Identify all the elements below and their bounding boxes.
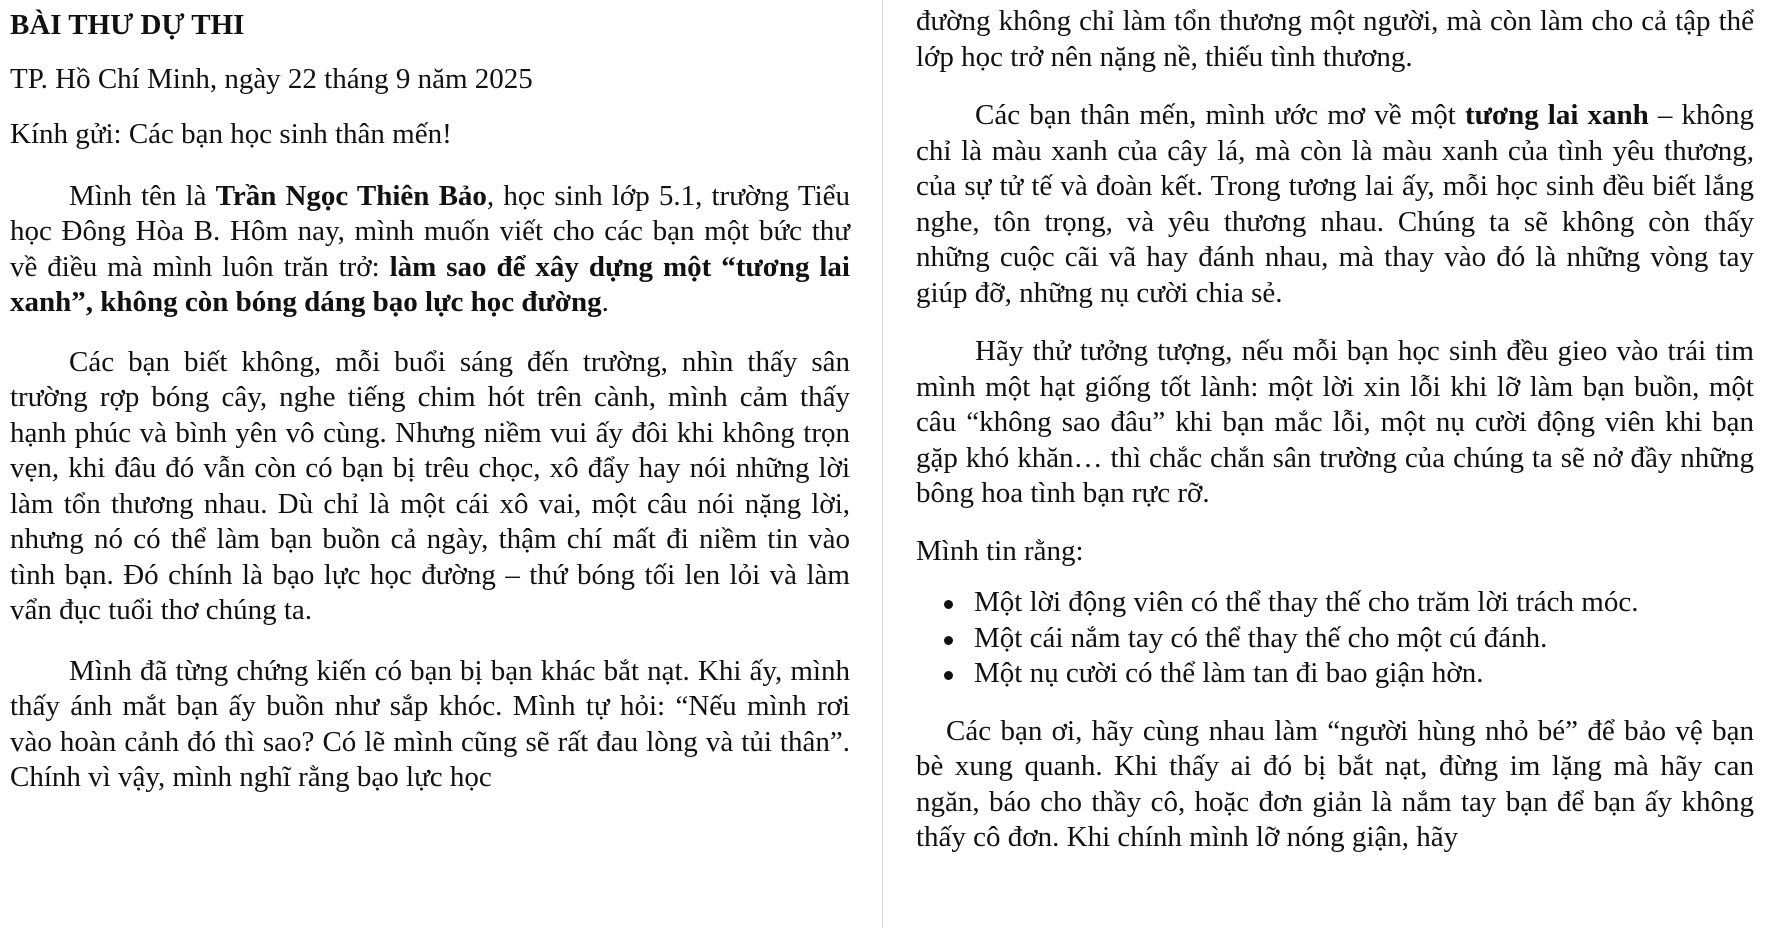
intro-text-3: . [601,286,609,318]
column-divider [882,0,883,928]
dream-text-2: – không chỉ là màu xanh của cây lá, mà còn là màu xanh của tình yêu thương, của sự tử tế và đoàn kết. Trong tương lai ấy, mỗi học sinh đều biết lắng nghe, tôn trọng, và yêu thương nhau. Chúng ta sẽ không còn thấy những cuộc cãi vã hay đánh nhau, mà thay vào đó là những vòng tay giúp đỡ, những nụ cười chia sẻ. [916,99,1755,309]
hero-paragraph: Các bạn ơi, hãy cùng nhau làm “người hùng nhỏ bé” để bảo vệ bạn bè xung quanh. Khi thấy ai đó bị bắt nạt, đừng im lặng mà hãy can ngăn, báo cho thầy cô, hoặc đơn giản là nắm tay bạn để bạn ấy không thấy cô đơn. Khi chính mình lỡ nóng giận, hãy [916,714,1754,853]
intro-paragraph [10,179,850,321]
author-name: Trần Ngọc Thiên Bảo [215,179,487,212]
bullet-icon [944,671,953,680]
belief-item [974,656,1754,692]
belief-item [974,621,1754,657]
right-column [916,0,1754,856]
belief-intro: Mình tin rằng: [916,534,1084,567]
witness-paragraph: Mình đã từng chứng kiến có bạn bị bạn khác bắt nạt. Khi ấy, mình thấy ánh mắt bạn ấy buồn như sắp khóc. Mình tự hỏi: “Nếu mình rơi vào hoàn cảnh đó thì sao? Có lẽ mình cũng sẽ rất đau lòng và tủi thân”. Chính vì vậy, mình nghĩ rằng bạo lực học [10,654,850,793]
imagine-paragraph: Hãy thử tưởng tượng, nếu mỗi bạn học sinh đều gieo vào trái tim mình một hạt giống tốt lành: một lời xin lỗi khi lỡ làm bạn buồn, một câu “không sao đâu” khi bạn mắc lỗi, một nụ cười động viên khi bạn gặp khó khăn… thì chắc chắn sân trường của chúng ta sẽ nở đầy những bông hoa tình bạn rực rỡ. [916,335,1754,509]
intro-text-1: Mình tên là [69,179,216,212]
bullet-icon [944,600,953,609]
dream-text-1: Các bạn thân mến, mình ước mơ về một [975,99,1465,131]
morning-paragraph: Các bạn biết không, mỗi buổi sáng đến trường, nhìn thấy sân trường rợp bóng cây, nghe tiếng chim hót trên cành, mình cảm thấy hạnh phúc và bình yên vô cùng. Nhưng niềm vui ấy đôi khi không trọn vẹn, khi đâu đó vẫn còn có bạn bị trêu chọc, xô đẩy hay nói những lời làm tổn thương nhau. Dù chỉ là một cái xô vai, một câu nói nặng lời, nhưng nó có thể làm bạn buồn cả ngày, thậm chí mất đi niềm tin vào tình bạn. Đó chính là bạo lực học đường – thứ bóng tối len lỏi và làm vẩn đục tuổi thơ chúng ta. [10,345,850,626]
letter-title: BÀI THƯ DỰ THI [10,9,245,41]
belief-text: Một lời động viên có thể thay thế cho trăm lời trách móc. [974,586,1639,618]
intro-emphasis: làm sao để xây dựng một “tương lai xanh”, không còn bóng dáng bạo lực học đường [10,250,850,318]
intro-text-2: , học sinh lớp 5.1, trường Tiểu học Đông Hòa B. Hôm nay, mình muốn viết cho các bạn một bức thư về điều mà mình luôn trăn trở: [10,179,850,283]
belief-list [916,585,1754,692]
left-column [10,0,850,796]
salutation: Kính gửi: Các bạn học sinh thân mến! [10,118,452,150]
belief-item [974,585,1754,621]
witness-paragraph-continued: đường không chỉ làm tổn thương một người, mà còn làm cho cả tập thể lớp học trở nên nặng nề, thiếu tình thương. [916,5,1754,73]
belief-text: Một cái nắm tay có thể thay thế cho một cú đánh. [974,621,1548,654]
dream-emphasis: tương lai xanh [1464,99,1649,131]
place-date: TP. Hồ Chí Minh, ngày 22 tháng 9 năm 2025 [10,62,533,95]
belief-text: Một nụ cười có thể làm tan đi bao giận hờn. [974,657,1484,689]
bullet-icon [944,636,953,645]
dream-paragraph [916,98,1754,311]
